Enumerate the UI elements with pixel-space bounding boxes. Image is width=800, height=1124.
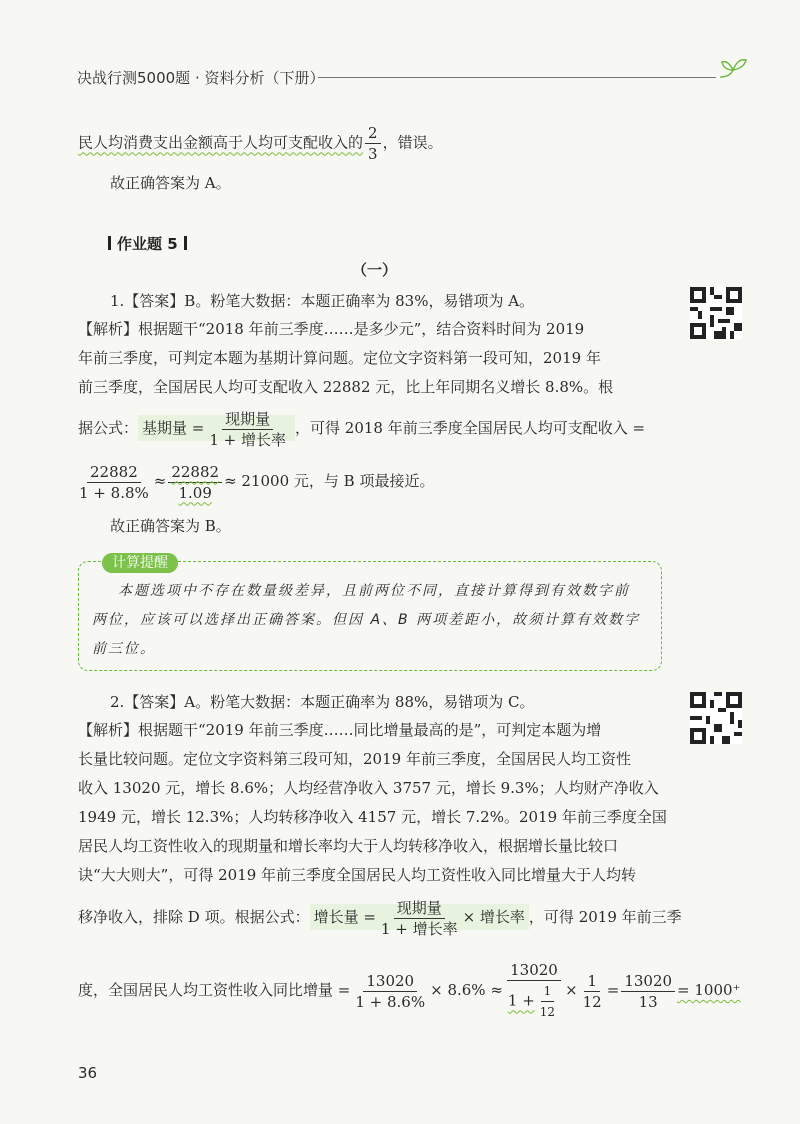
q2-calc-line (78, 960, 740, 1022)
q2-analysis-line: 居民人均工资性收入的现期量和增长率均大于人均转移净收入，根据增长量比较口 (78, 837, 619, 855)
calc-mul: × 8.6% ≈ (430, 981, 503, 999)
calc-fraction (621, 971, 675, 1012)
frac-num: 13020 (507, 960, 561, 981)
frac-num: 2 (365, 123, 381, 144)
calc-fraction (352, 971, 428, 1012)
q1-analysis-line: 前三季度，全国居民人均可支配收入 22882 元，比上年同期名义增长 8.8%。根 (78, 378, 614, 396)
frac-num: 22882 (168, 462, 222, 483)
intro-suffix: ，错误。 (382, 133, 443, 152)
formula-lhs: 基期量 = (142, 419, 205, 437)
den-prefix: 1 + (507, 991, 535, 1010)
q1-formula-line (78, 407, 645, 450)
q1-answer: 1.【答案】B。粉笔大数据：本题正确率为 83%，易错项为 A。 (110, 292, 535, 310)
formula-fraction (378, 898, 461, 939)
approx-sign: ≈ (153, 472, 167, 490)
heading-bar-left (108, 236, 111, 250)
frac-den: 13 (638, 992, 658, 1011)
frac-num: 现期量 (394, 898, 445, 919)
frac-num: 1 (541, 981, 555, 1002)
q1-conclusion: 故正确答案为 B。 (110, 517, 231, 535)
q2-analysis-line: 【解析】根据题干“2019 年前三季度……同比增量最高的是”，可判定本题为增 (78, 721, 602, 739)
q2-analysis-line: 诀“大大则大”，可得 2019 年前三季度全国居民人均工资性收入同比增量大于人均转 (78, 866, 637, 884)
calc-prefix: 度，全国居民人均工资性收入同比增量 = (78, 981, 351, 999)
intro-line-1 (78, 123, 443, 164)
subsection-title: （一） (352, 261, 398, 279)
frac-den: 12 (582, 992, 602, 1011)
formula-fraction (206, 409, 289, 450)
times-sign: × (565, 981, 578, 999)
q2-answer: 2.【答案】A。粉笔大数据：本题正确率为 88%，易错项为 C。 (110, 693, 535, 711)
heading-bar-right (184, 236, 187, 250)
tip-tag: 计算提醒 (102, 553, 178, 573)
calc-fraction-nested (505, 960, 563, 1022)
q2-analysis-line: 长量比较问题。定位文字资料第三段可知，2019 年前三季度，全国居民人均工资性 (78, 750, 631, 768)
inner-fraction (537, 981, 558, 1022)
frac-num: 22882 (87, 462, 141, 483)
calc-result: = 1000⁺ (677, 981, 741, 999)
frac-den: 12 (539, 1005, 556, 1019)
qr-code-icon[interactable] (690, 287, 742, 339)
equals-sign: = (606, 981, 620, 999)
tip-line: 前三位。 (92, 641, 156, 657)
frac-num: 现期量 (222, 409, 273, 430)
frac-den: 1.09 (178, 483, 212, 502)
header-rule (318, 77, 716, 78)
formula-prefix: 据公式： (78, 419, 139, 437)
frac-num: 13020 (621, 971, 675, 992)
formula-prefix: 移净收入，排除 D 项。根据公式： (78, 908, 310, 926)
q1-analysis-line: 【解析】根据题干“2018 年前三季度……是多少元”，结合资料时间为 2019 (78, 320, 585, 338)
qr-code-icon[interactable] (690, 692, 742, 744)
intro-conclusion: 故正确答案为 A。 (110, 174, 231, 192)
frac-den: 1 + 8.8% (79, 483, 149, 502)
frac-num: 1 (584, 971, 600, 992)
q2-analysis-line: 收入 13020 元，增长 8.6%；人均经营净收入 3757 元，增长 9.3%；人均财产净收入 (78, 779, 659, 797)
base-period-formula (138, 409, 295, 449)
q2-formula-line (78, 896, 682, 939)
intro-text: 民人均消费支出金额高于人均可支配收入的 (78, 133, 364, 152)
formula-multiplier: × 增长率 (462, 908, 525, 926)
calc-fraction (76, 462, 152, 503)
frac-den: 1 + 8.6% (355, 992, 426, 1011)
fraction-two-thirds (365, 123, 381, 164)
frac-den: 3 (368, 145, 378, 163)
sprout-icon (716, 52, 750, 86)
q1-analysis-line: 年前三季度，可判定本题为基期计算问题。定位文字资料第一段可知，2019 年 (78, 349, 601, 367)
calc-fraction (580, 971, 605, 1012)
section-title: 作业题 5 (117, 235, 178, 253)
tip-line: 本题选项中不存在数量级差异，且前两位不同，直接计算得到有效数字前 (118, 583, 630, 599)
formula-suffix: ，可得 2019 年前三季 (528, 908, 682, 926)
page-number: 36 (78, 1064, 98, 1082)
frac-num: 13020 (363, 971, 417, 992)
frac-den: 1 + 增长率 (209, 430, 287, 449)
frac-den-nested (505, 981, 563, 1022)
formula-lhs: 增长量 = (313, 908, 376, 926)
growth-formula (310, 898, 529, 938)
formula-suffix: ，可得 2018 年前三季度全国居民人均可支配收入 = (295, 419, 646, 437)
q2-analysis-line: 1949 元，增长 12.3%；人均转移净收入 4157 元，增长 7.2%。2019 年前三季度全国 (78, 808, 667, 826)
calc-result: ≈ 21000 元，与 B 项最接近。 (224, 472, 435, 490)
frac-den: 1 + 增长率 (380, 919, 458, 938)
q1-calc-line (74, 460, 434, 503)
section-heading (102, 233, 193, 254)
tip-line: 两位，应该可以选择出正确答案。但因 A、B 两项差距小，故须计算有效数字 (92, 612, 641, 628)
calc-fraction (168, 462, 222, 503)
running-header-title: 决战行测5000题 · 资料分析（下册） (77, 69, 325, 87)
